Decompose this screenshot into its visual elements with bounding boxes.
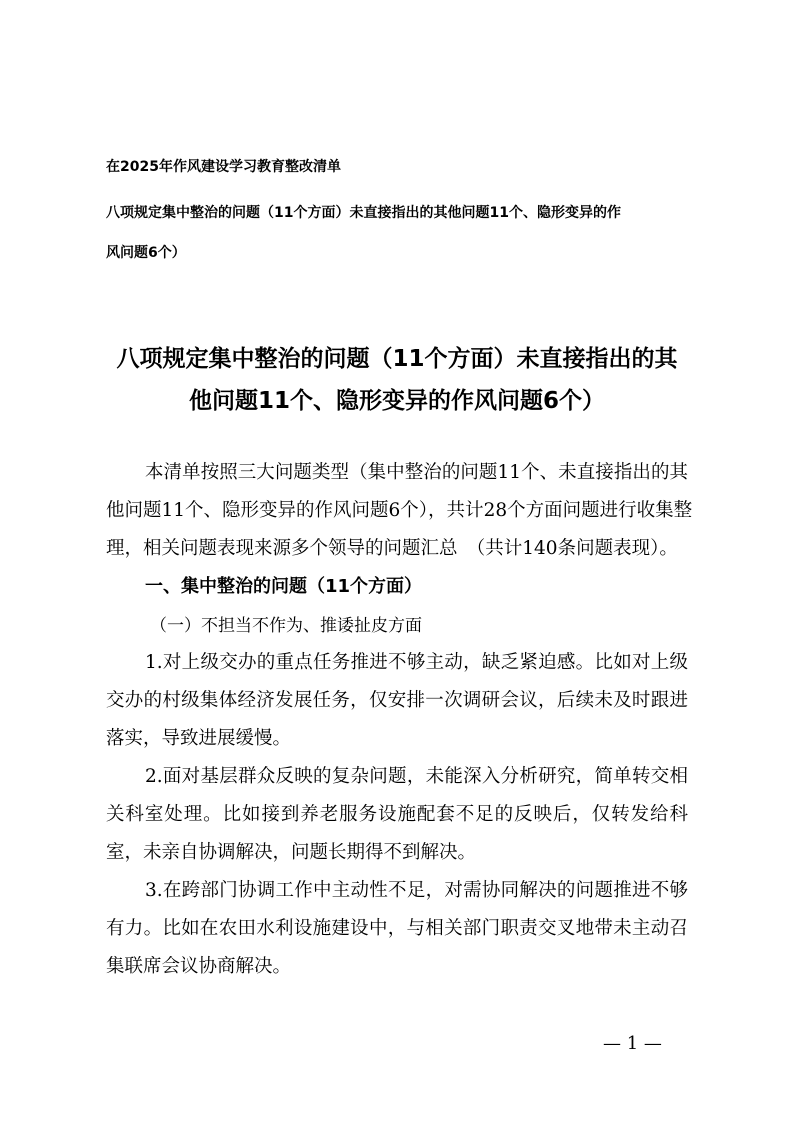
- header-line: 在2025年作风建设学习教育整改清单: [106, 159, 341, 175]
- page-number: — 1 —: [603, 1033, 662, 1054]
- intro-line: 理，相关问题表现来源多个领导的问题汇总 （共计140条问题表现）。: [106, 538, 678, 559]
- item-line: 2.面对基层群众反映的复杂问题，未能深入分析研究，简单转交相: [145, 766, 688, 787]
- item-line: 3.在跨部门协调工作中主动性不足，对需协同解决的问题推进不够: [145, 880, 688, 901]
- document-title: 八项规定集中整治的问题（11个方面）未直接指出的其: [116, 346, 678, 372]
- item-line: 1.对上级交办的重点任务推进不够主动，缺乏紧迫感。比如对上级: [145, 652, 688, 673]
- item-line: 交办的村级集体经济发展任务，仅安排一次调研会议，后续未及时跟进: [106, 690, 688, 711]
- subsection-heading: （一）不担当不作为、推诿扯皮方面: [150, 616, 422, 636]
- intro-line: 他问题11个、隐形变异的作风问题6个），共计28个方面问题进行收集整: [106, 500, 693, 521]
- document-title: 他问题11个、隐形变异的作风问题6个）: [188, 388, 605, 414]
- item-line: 室，未亲自协调解决，问题长期得不到解决。: [106, 842, 477, 863]
- item-line: 有力。比如在农田水利设施建设中，与相关部门职责交叉地带未主动召: [106, 918, 688, 939]
- item-line: 落实，导致进展缓慢。: [106, 728, 292, 749]
- header-line: 八项规定集中整治的问题（11个方面）未直接指出的其他问题11个、隐形变异的作: [106, 205, 621, 221]
- header-line: 风问题6个）: [106, 245, 186, 261]
- section-heading: 一、集中整治的问题（11个方面）: [145, 576, 423, 597]
- item-line: 关科室处理。比如接到养老服务设施配套不足的反映后，仅转发给科: [106, 804, 688, 825]
- intro-line: 本清单按照三大问题类型（集中整治的问题11个、未直接指出的其: [145, 462, 688, 483]
- item-line: 集联席会议协商解决。: [106, 956, 292, 977]
